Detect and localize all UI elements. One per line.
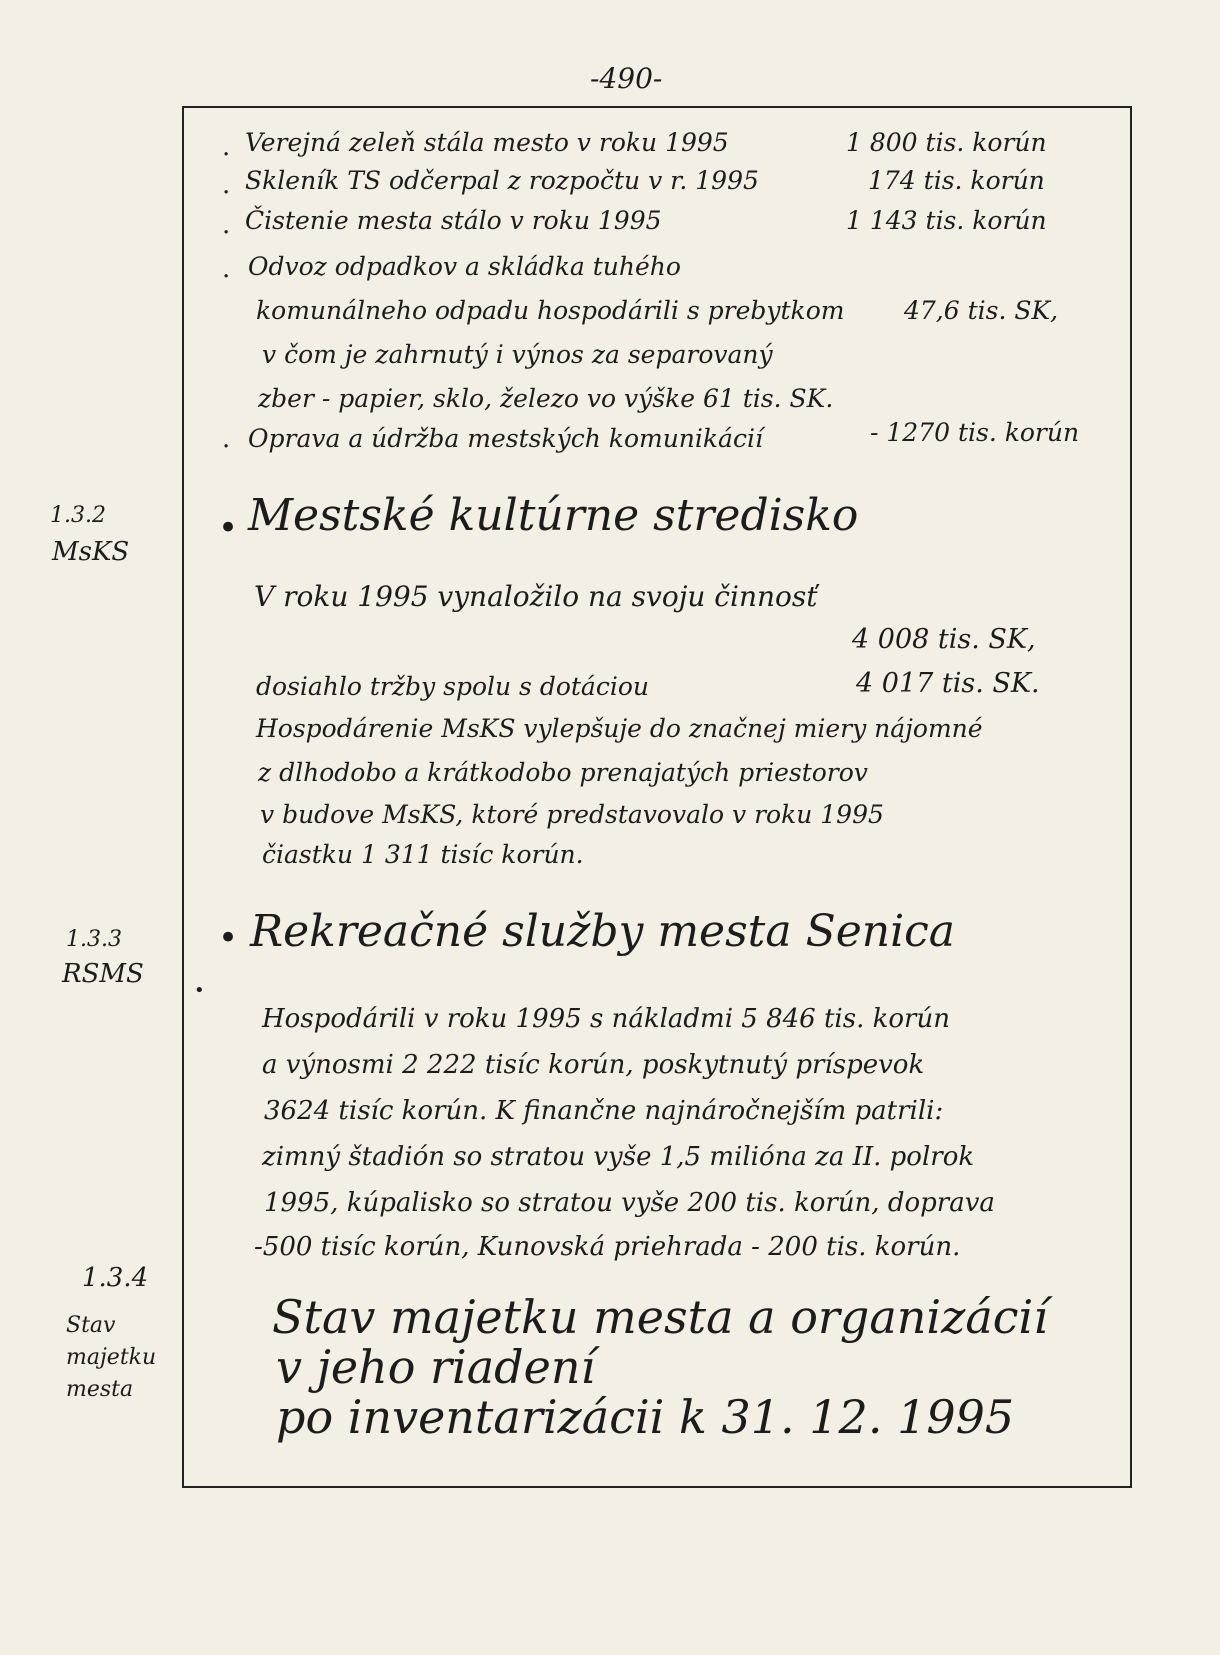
heading-property-line-1: Stav majetku mesta a organizácií (272, 1290, 1048, 1344)
section-abbr-133: RSMS (62, 959, 144, 989)
bullet: · (222, 218, 231, 248)
greenhouse-text: Skleník TS odčerpal z rozpočtu v r. 1995 (245, 166, 759, 195)
section-number-132: 1.3.2 (50, 503, 106, 528)
page-number: -490- (590, 62, 663, 95)
rsms-line-5: 1995, kúpalisko so stratou vyše 200 tis. korún, doprava (264, 1188, 995, 1218)
msks-line-3: Hospodárenie MsKS vylepšuje do značnej miery nájomné (256, 714, 983, 743)
heading-msks: Mestské kultúrne stredisko (248, 490, 859, 541)
section-abbr-132: MsKS (52, 537, 130, 567)
cleaning-value: 1 143 tis. korún (846, 206, 1047, 235)
section-number-133: 1.3.3 (66, 927, 122, 952)
bullet: · (222, 432, 231, 462)
rsms-line-2: a výnosmi 2 222 tisíc korún, poskytnutý príspevok (262, 1050, 925, 1080)
rsms-line-6: -500 tisíc korún, Kunovská priehrada - 200 tis. korún. (254, 1232, 961, 1262)
side-label-134-line-2: majetku (66, 1345, 157, 1370)
msks-line-5: v budove MsKS, ktoré predstavovalo v roku 1995 (260, 800, 884, 829)
side-label-134-line-3: mesta (66, 1377, 134, 1402)
heading-property-line-3: po inventarizácii k 31. 12. 1995 (276, 1390, 1015, 1444)
msks-line-1: V roku 1995 vynaložilo na svoju činnosť (254, 580, 818, 613)
msks-value-2: 4 017 tis. SK. (856, 668, 1040, 699)
roads-text: Oprava a údržba mestských komunikácií (248, 424, 763, 453)
roads-value: - 1270 tis. korún (870, 418, 1080, 447)
bullet: · (222, 140, 231, 170)
side-label-134-line-1: Stav (66, 1313, 116, 1338)
bullet: • (218, 508, 239, 548)
heading-property-line-2: v jeho riadení (276, 1340, 596, 1394)
bullet: · (222, 262, 231, 292)
rsms-line-3: 3624 tisíc korún. K finančne najnáročnejším patrili: (264, 1096, 944, 1126)
bullet: · (222, 178, 231, 208)
msks-line-4: z dlhodobo a krátkodobo prenajatých priestorov (258, 758, 868, 787)
msks-line-6: čiastku 1 311 tisíc korún. (262, 840, 584, 869)
bullet: • (218, 918, 239, 958)
rsms-line-1: Hospodárili v roku 1995 s nákladmi 5 846 tis. korún (262, 1004, 950, 1034)
msks-line-2: dosiahlo tržby spolu s dotáciou (256, 672, 649, 701)
waste-line-4: zber - papier, sklo, železo vo výške 61 tis. SK. (258, 384, 834, 413)
rsms-line-4: zimný štadión so stratou vyše 1,5 milióna za II. polrok (262, 1142, 975, 1172)
bullet: • (194, 980, 205, 1001)
waste-line-2-value: 47,6 tis. SK, (904, 296, 1059, 325)
msks-value-1: 4 008 tis. SK, (852, 624, 1036, 655)
waste-line-2: komunálneho odpadu hospodárili s prebytkom (256, 296, 845, 325)
greenery-value: 1 800 tis. korún (846, 128, 1047, 157)
greenery-text: Verejná zeleň stála mesto v roku 1995 (245, 128, 729, 157)
cleaning-text: Čistenie mesta stálo v roku 1995 (245, 206, 662, 235)
greenhouse-value: 174 tis. korún (868, 166, 1045, 195)
heading-rsms: Rekreačné služby mesta Senica (250, 906, 956, 957)
waste-line-1: Odvoz odpadkov a skládka tuhého (248, 252, 681, 281)
section-number-134: 1.3.4 (82, 1263, 149, 1293)
waste-line-3: v čom je zahrnutý i výnos za separovaný (262, 340, 773, 369)
